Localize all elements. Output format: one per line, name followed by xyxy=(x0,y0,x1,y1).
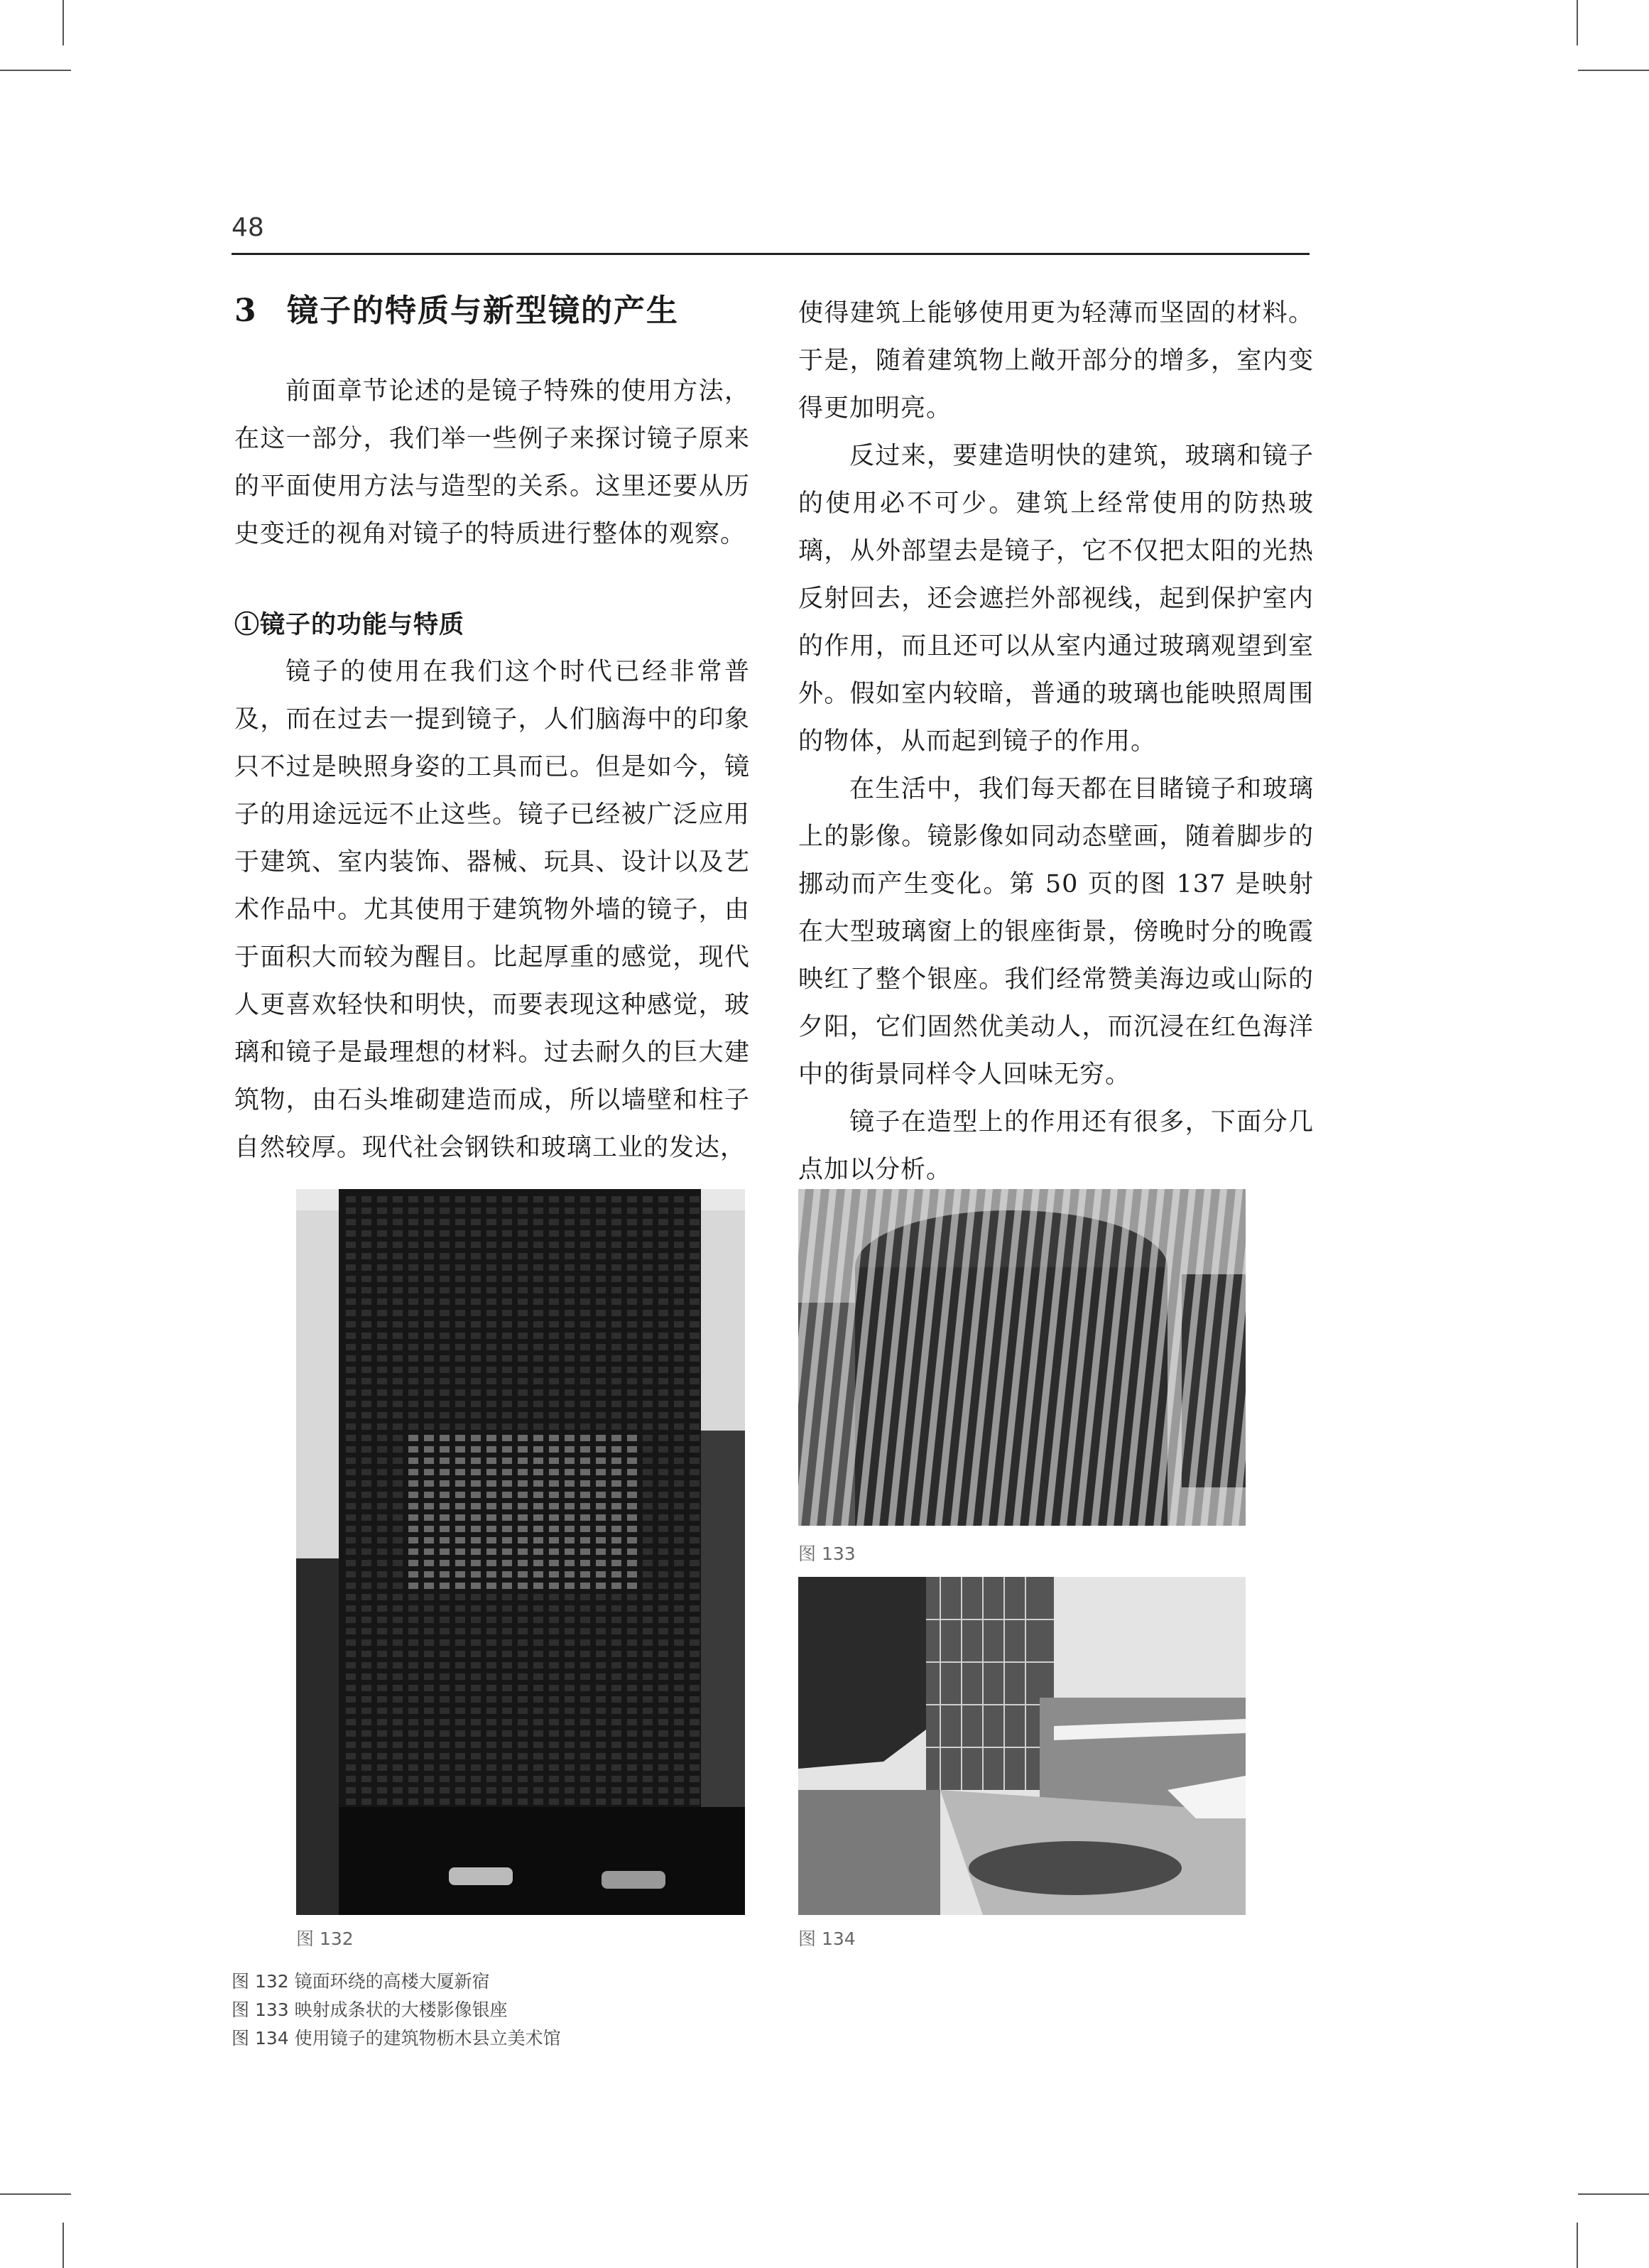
caption-134: 图 134 使用镜子的建筑物枥木县立美术馆 xyxy=(232,2028,561,2049)
crop-mark xyxy=(62,0,64,45)
section-title xyxy=(234,290,750,332)
figure-132-photo xyxy=(296,1189,745,1915)
figure-134-label: 图 134 xyxy=(798,1928,856,1949)
figure-134-photo xyxy=(798,1577,1246,1915)
crop-mark xyxy=(1578,70,1649,71)
crop-mark xyxy=(1578,2193,1649,2195)
figure-132-label: 图 132 xyxy=(296,1928,354,1949)
header-rule xyxy=(232,253,1310,255)
crop-mark xyxy=(62,2223,64,2268)
body-paragraph: 在生活中，我们每天都在目睹镜子和玻璃上的影像。镜影像如同动态壁画，随着脚步的挪动而产生变化。第 50 页的图 137 是映射在大型玻璃窗上的银座街景，傍晚时分的晚霞映红了整个银座。我们经常赞美海边或山际的夕阳，它们固然优美动人，而沉浸在红色海洋中的街景同样令人回味无穷。 xyxy=(798,775,1314,1089)
body-paragraph: 镜子在造型上的作用还有很多，下面分几点加以分析。 xyxy=(798,1108,1314,1184)
body-paragraph: 反过来，要建造明快的建筑，玻璃和镜子的使用必不可少。建筑上经常使用的防热玻璃，从外部望去是镜子，它不仅把太阳的光热反射回去，还会遮拦外部视线，起到保护室内的作用，而且还可以从室内通过玻璃观望到室外。假如室内较暗，普通的玻璃也能映照周围的物体，从而起到镜子的作用。 xyxy=(798,442,1314,756)
intro-paragraph: 前面章节论述的是镜子特殊的使用方法，在这一部分，我们举一些例子来探讨镜子原来的平面使用方法与造型的关系。这里还要从历史变迁的视角对镜子的特质进行整体的观察。 xyxy=(234,377,750,548)
caption-132: 图 132 镜面环绕的高楼大厦新宿 xyxy=(232,1971,490,1992)
page-number: 48 xyxy=(232,213,264,242)
crop-mark xyxy=(1577,2223,1578,2268)
right-text-column xyxy=(798,290,1314,1194)
continued-paragraph: 使得建筑上能够使用更为轻薄而坚固的材料。于是，随着建筑物上敞开部分的增多，室内变得更加明亮。 xyxy=(798,299,1314,423)
crop-mark xyxy=(1577,0,1578,45)
figure-133-label: 图 133 xyxy=(798,1543,856,1564)
section-title-text: 镜子的特质与新型镜的产生 xyxy=(287,293,679,329)
crop-mark xyxy=(0,2193,71,2195)
figure-captions xyxy=(232,1968,561,2053)
section-number: 3 xyxy=(234,293,258,329)
body-paragraph: 镜子的使用在我们这个时代已经非常普及，而在过去一提到镜子，人们脑海中的印象只不过是映照身姿的工具而已。但是如今，镜子的用途远远不止这些。镜子已经被广泛应用于建筑、室内装饰、器械、玩具、设计以及艺术作品中。尤其使用于建筑物外墙的镜子，由于面积大而较为醒目。比起厚重的感觉，现代人更喜欢轻快和明快，而要表现这种感觉，玻璃和镜子是最理想的材料。过去耐久的巨大建筑物，由石头堆砌建造而成，所以墙壁和柱子自然较厚。现代社会钢铁和玻璃工业的发达， xyxy=(234,658,750,1162)
caption-133: 图 133 映射成条状的大楼影像银座 xyxy=(232,2000,508,2020)
subsection-title: ①镜子的功能与特质 xyxy=(234,610,465,639)
figure-133-photo xyxy=(798,1189,1246,1526)
crop-mark xyxy=(0,70,71,71)
left-text-column xyxy=(234,290,750,1172)
